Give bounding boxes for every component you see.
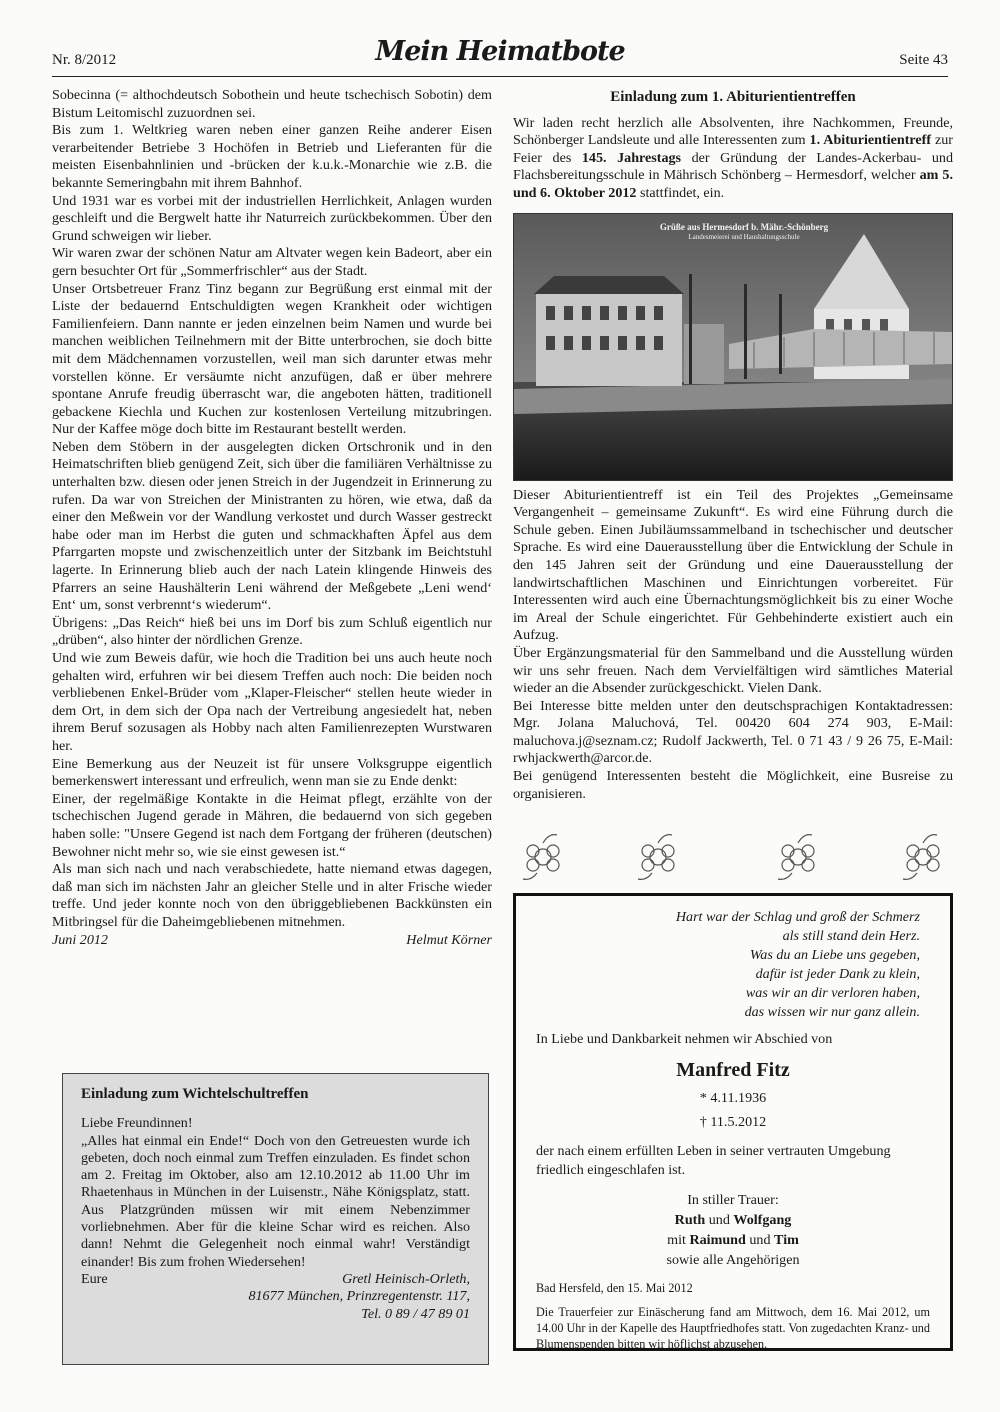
mourning-label: In stiller Trauer: xyxy=(687,1192,779,1208)
poem-line: das wissen wir nur ganz allein. xyxy=(744,1004,920,1020)
wichtel-title: Einladung zum Wichtelschultreffen xyxy=(81,1086,309,1102)
article-paragraph: Eine Bemerkung aus der Neuzeit ist für unsere Volksgruppe eigentlich bemerkenswert interessant und erfreulich, wenn man sie zu Ende denkt: xyxy=(52,755,492,790)
mourners xyxy=(536,1190,930,1270)
wichtel-body: „Alles hat einmal ein Ende!“ Doch von den Getreuesten wurde ich gebeten, doch noch einmal zum Treffen einzuladen. Es findet schon am 2. Freitag im Oktober, also am 12.10.2012 ab 11.00 Uhr im Rhaetenhaus in München in der Luisenstr., Nähe Königsplatz, statt. Aus Platzgründen müssen wir mit einem Nebenzimmer vorliebnehmen. Aber für die kleine Schar wird es reichen. Also dann! Nehmt die Gelegenheit noch einmal wahr! Verständigt einander! Bis zum frohen Wiedersehen! xyxy=(81,1132,470,1270)
death-date: † 11.5.2012 xyxy=(699,1114,767,1130)
obituary-intro: In Liebe und Dankbarkeit nehmen wir Abschied von xyxy=(536,1031,833,1047)
header-divider xyxy=(52,76,948,77)
abitur-paragraph: Dieser Abiturientientreff ist ein Teil des Projektes „Gemeinsame Vergangenheit – gemeinsame Zukunft“. Es wird eine Führung durch die Schule geben. Einen Jubiläumssammelband in tschechischer und deutscher Sprache. Es wird eine Dauerausstellung über die Entwicklung der Schule in den 145 Jahren seit der Gründung und eine Dauerausstellung der landwirtschaftlichen Maschinen und Einrichtungen vorbereitet. Für Interessenten wird auch eine Übernachtungsmöglichkeit bis zu einer Woche im Areal der Schule eingerichtet. Für Gehbehinderte existiert auch ein Aufzug. xyxy=(513,486,953,644)
wichtel-closing: Eure xyxy=(81,1270,108,1287)
intro-text: Wir laden recht herzlich alle Absolventen, ihre Nachkommen, Freunde, Schönberger Landsleute und alle Interessenten zum xyxy=(513,114,953,149)
article-date: Juni 2012 xyxy=(52,931,108,948)
article-paragraph: Neben dem Stöbern in der ausgelegten dicken Ortschronik und in den Heimatschriften blieb genügend Zeit, sich über die familiären Verhältnisse zu unterhalten bzw. diesen oder jenen Streich in der Jugendzeit in Erinnerung zu rufen. Da war von Streichen der Ministranten zu hören, wie etwa, daß da einer den Meßwein vor der Wandlung verkostet und durch Wasser gestreckt habe oder man im Herbst die guten und schmackhaften Äpfel aus dem Pfarrgarten mopste und zwischenzeitlich unter der Sitzbank im Beichtstuhl lagerte. In Erinnerung blieb auch der nach Latein klingende Hinweis des Pfarrers an seine Haushälterin Leni während der Meßgebete „Leni wend‘ Ent‘ um, sonst verbrennt‘s wiederum“. xyxy=(52,438,492,614)
mourner-joiner: und xyxy=(745,1232,775,1248)
article-paragraph: Unser Ortsbetreuer Franz Tinz begann zur Begrüßung erst einmal mit der Liste der bedauernd Entschuldigten wegen Krankheit oder wichtigen Familienfeiern. Dann nannte er jeden einzelnen beim Namen und wurde bei manchen weiblichen Teilnehmern mit der Bitte unterbrochen, sie doch bitte mit dem Mädchennamen vorzustellen, weil man sich darunter etwas mehr vorstellen könne. Er versäumte nicht anzufügen, daß er über mehrere spontane Anrufe freudig überrascht war, die angeboten hätten, traditionell gebackene Kiechla und Kuchen zur kostenlosen Verteilung mitzubringen. Nur der Kaffee möge doch bitte im Restaurant bestellt werden. xyxy=(52,280,492,438)
intro-text: der Gründung der Landes-Ackerbau- und Flachsbereitungsschule in Mährisch Schönberg – Hermesdorf, welcher xyxy=(513,149,953,184)
mourners-line xyxy=(536,1230,930,1250)
sender-name: Gretl Heinisch-Orleth, xyxy=(342,1270,470,1287)
abitur-paragraph: Bei genügend Interessenten besteht die Möglichkeit, eine Busreise zu organisieren. xyxy=(513,768,953,802)
intro-bold: am 5. und 6. Oktober 2012 xyxy=(513,167,953,201)
mourner-name: Tim xyxy=(774,1232,799,1248)
page-number: Seite 43 xyxy=(899,52,948,68)
mourner-name: Ruth xyxy=(674,1212,706,1228)
school-postcard-photo xyxy=(513,213,953,481)
article-paragraph: Sobecinna (= althochdeutsch Sobothein und heute tschechisch Sobotin) dem Bistum Leitomischl zuzuordnen sei. xyxy=(52,87,492,121)
obituary-poem xyxy=(536,908,920,1022)
mourner-joiner: und xyxy=(705,1212,734,1228)
article-paragraph: Als man sich nach und nach verabschiedete, hatte niemand etwas dagegen, daß man sich im nächsten Jahr an gleicher Stelle und in alter Frische wieder treffe. Und jeder konnte noch von den übriggebliebenen Backkünsten ein Mitbringsel für die Daheimgebliebenen mitnehmen. xyxy=(52,861,492,930)
issue-number: Nr. 8/2012 xyxy=(52,52,117,68)
obituary-notice xyxy=(513,893,953,1351)
article-left-column xyxy=(52,87,492,949)
article-paragraph: Und 1931 war es vorbei mit der industriellen Herrlichkeit, Anlagen wurden geschleift und die Bergwelt hatte ihr Naturreich zurückbekommen. Über den Grund schweigen wir lieber. xyxy=(52,192,492,244)
article-paragraph: Und wie zum Beweis dafür, wie hoch die Tradition bei uns auch heute noch gehalten wird, erfuhren wir bei diesem Treffen auch noch: Die beiden noch verbliebenen Enkel-Brüder vom „Klaper-Fleischer“ stellen heute wieder in dem Ort, in dem sich der Opa nach der Vertreibung angesiedelt hat, neben ihrem Beruf sozusagen als Hobby nach alten Familienrezepten Wurstwaren her. xyxy=(52,650,492,754)
funeral-notice: Die Trauerfeier zur Einäscherung fand am Mittwoch, dem 16. Mai 2012, um 14.00 Uhr in der Kapelle des Hauptfriedhofes statt. Von zugedachten Kranz- und Blumenspenden bitten wir höflichst abzusehen. xyxy=(536,1305,930,1351)
article-paragraph: Wir waren zwar der schönen Natur am Altvater wegen kein Badeort, aber ein gern besuchter Ort für „Sommerfrischler“ aus der Stadt. xyxy=(52,245,492,279)
wichtel-greeting: Liebe Freundinnen! xyxy=(81,1115,193,1132)
intro-text: zur Feier des xyxy=(513,132,953,166)
poem-line: was wir an dir verloren haben, xyxy=(745,985,920,1001)
abitur-column xyxy=(513,87,953,803)
mourner-name: Wolfgang xyxy=(733,1212,792,1228)
poem-line: als still stand dein Herz. xyxy=(782,928,920,944)
obituary-text: der nach einem erfüllten Leben in seiner vertrauten Umgebung friedlich eingeschlafen ist. xyxy=(536,1143,891,1178)
birth-date: * 4.11.1936 xyxy=(699,1090,767,1106)
mourner-name: Raimund xyxy=(689,1232,746,1248)
poem-line: dafür ist jeder Dank zu klein, xyxy=(755,966,920,982)
wichtel-sender xyxy=(248,1271,470,1323)
masthead-logo: Mein Heimatbote xyxy=(375,36,625,67)
intro-text: stattfindet, ein. xyxy=(636,184,725,201)
article-signature xyxy=(52,932,492,950)
caption-subtitle: Landesmeierei und Haushaltungsschule xyxy=(688,232,800,241)
mourners-line: sowie alle Angehörigen xyxy=(666,1252,800,1268)
abitur-paragraph: Bei Interesse bitte melden unter den deutschsprachigen Kontaktadressen: Mgr. Jolana Maluchová, Tel. 00420 604 274 903, E-Mail: maluchova.j@seznam.cz; Rudolf Jackwerth, Tel. 0 71 43 / 9 26 75, E-Mail: rwhjackwerth@arcor.de. xyxy=(513,697,953,767)
flower-ornament-icon xyxy=(513,827,953,885)
article-paragraph: Bis zum 1. Weltkrieg waren neben einer ganzen Reihe anderer Eisen verarbeitender Betriebe 3 Hochöfen in Betrieb und Lieferanten für die meisten Eisenbahnlinien und -brücken der k.u.k.-Monarchie wie z.B. die bekannte Semeringbahn mit ihrem Bahnhof. xyxy=(52,122,492,191)
abitur-paragraph: Über Ergänzungsmaterial für den Sammelband und die Ausstellung würden wir uns sehr freuen. Nach dem Vervielfältigen wird sämtliches Material wieder an die Absender zurückgeschickt. Vielen Dank. xyxy=(513,644,953,697)
wichtel-invitation-box xyxy=(62,1073,489,1365)
article-paragraph: Übrigens: „Das Reich“ hieß bei uns im Dorf bis zum Schluß eigentlich nur „drüben“, also hinter der nördlichen Grenze. xyxy=(52,614,492,649)
poem-line: Hart war der Schlag und groß der Schmerz xyxy=(675,909,920,925)
intro-bold: 1. Abiturientientreff xyxy=(809,132,932,149)
floral-ornament-row xyxy=(513,827,953,885)
obituary-place-date: Bad Hersfeld, den 15. Mai 2012 xyxy=(536,1281,693,1295)
caption-title: Grüße aus Hermesdorf b. Mähr.-Schönberg xyxy=(659,221,829,232)
article-author: Helmut Körner xyxy=(406,931,492,948)
sender-address: 81677 München, Prinzregentenstr. 117, xyxy=(248,1288,470,1305)
sender-phone: Tel. 0 89 / 47 89 01 xyxy=(361,1305,470,1322)
poem-line: Was du an Liebe uns gegeben, xyxy=(749,947,920,963)
mourner-joiner: mit xyxy=(667,1232,690,1248)
life-dates xyxy=(536,1086,930,1134)
deceased-name: Manfred Fitz xyxy=(676,1059,790,1081)
abitur-intro xyxy=(513,115,953,203)
wichtel-signature xyxy=(81,1271,470,1323)
abitur-title: Einladung zum 1. Abiturientientreffen xyxy=(610,89,856,105)
school-building-illustration xyxy=(514,214,952,480)
article-paragraph: Einer, der regelmäßige Kontakte in die Heimat pflegt, erzählte von der tschechischen Jugend gerade in Mähren, die bedauernd von sich gegeben haben solle: "Unsere Gegend ist nach dem Fortgang der früheren (deutschen) Bewohner nicht mehr so, wie sie einst gewesen ist.“ xyxy=(52,790,492,860)
intro-bold: 145. Jahrestags xyxy=(581,149,682,166)
mourners-line xyxy=(536,1210,930,1230)
photo-caption xyxy=(624,222,864,242)
